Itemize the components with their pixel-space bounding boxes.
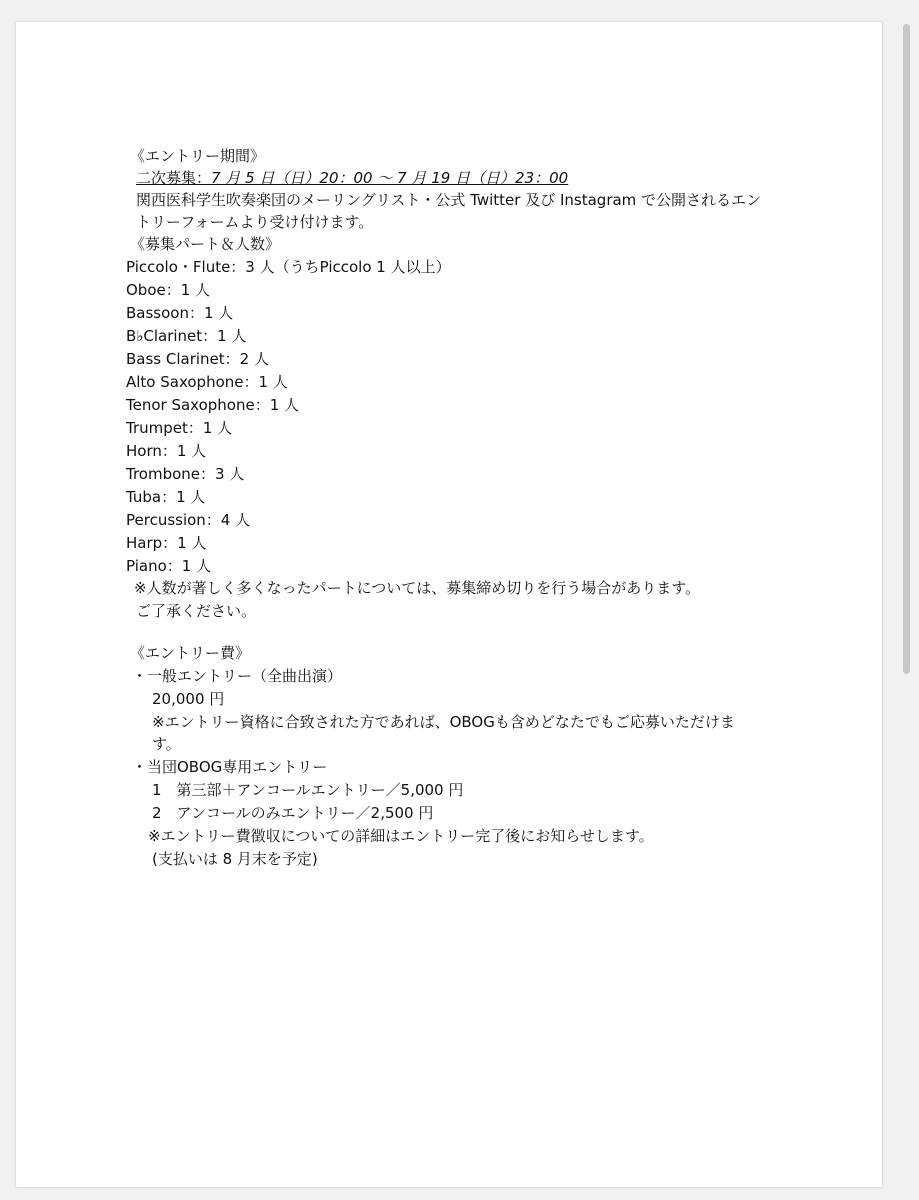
collection-note: ※エントリー費徴収についての詳細はエントリー完了後にお知らせします。 bbox=[148, 827, 654, 845]
entry-description-line1: 関西医科学生吹奏楽団のメーリングリスト・公式 Twitter 及び Instagram で公開されるエン bbox=[136, 191, 762, 209]
entry-fee-heading: 《エントリー費》 bbox=[130, 644, 251, 662]
part-item: Tuba：1 人 bbox=[126, 488, 206, 506]
entry-description-line2: トリーフォームより受け付けます。 bbox=[136, 213, 374, 231]
second-round-dates: 7 月 5 日（日）20：00 ～ 7 月 19 日（日）23：00 bbox=[211, 169, 569, 187]
vertical-scrollbar[interactable] bbox=[900, 20, 913, 1185]
part-item: Harp：1 人 bbox=[126, 534, 207, 552]
general-entry-amount: 20,000 円 bbox=[152, 690, 225, 708]
recruitment-note-line2: ご了承ください。 bbox=[136, 602, 257, 620]
scrollbar-thumb[interactable] bbox=[903, 24, 910, 674]
recruitment-heading: 《募集パート＆人数》 bbox=[130, 235, 281, 253]
obog-entry-title: ・当団OBOG専用エントリー bbox=[132, 758, 328, 776]
obog-option-2: 2 アンコールのみエントリー／2,500 円 bbox=[152, 804, 434, 822]
part-item: B♭Clarinet：1 人 bbox=[126, 327, 247, 345]
part-item: Trombone：3 人 bbox=[126, 465, 245, 483]
obog-option-1: 1 第三部＋アンコールエントリー／5,000 円 bbox=[152, 781, 464, 799]
part-item: Percussion：4 人 bbox=[126, 511, 251, 529]
general-entry-note-line1: ※エントリー資格に合致された方であれば、OBOGも含めどなたでもご応募いただけま bbox=[152, 713, 735, 731]
part-item: Horn：1 人 bbox=[126, 442, 207, 460]
part-item: Piano：1 人 bbox=[126, 557, 212, 575]
part-item: Trumpet：1 人 bbox=[126, 419, 233, 437]
second-round-line bbox=[136, 167, 568, 189]
general-entry-note-line2: す。 bbox=[152, 735, 181, 753]
general-entry-title: ・一般エントリー（全曲出演） bbox=[132, 667, 343, 685]
part-item: Bass Clarinet：2 人 bbox=[126, 350, 269, 368]
second-round-label: 二次募集： bbox=[136, 169, 212, 187]
part-item: Tenor Saxophone：1 人 bbox=[126, 396, 300, 414]
part-item: Oboe：1 人 bbox=[126, 281, 211, 299]
recruitment-note-line1: ※人数が著しく多くなったパートについては、募集締め切りを行う場合があります。 bbox=[134, 579, 701, 597]
part-item: Piccolo・Flute：3 人（うちPiccolo 1 人以上） bbox=[126, 258, 451, 276]
entry-period-heading: 《エントリー期間》 bbox=[130, 147, 266, 165]
payment-note: (支払いは 8 月末を予定) bbox=[152, 850, 318, 868]
document-page bbox=[16, 22, 882, 1187]
part-item: Bassoon：1 人 bbox=[126, 304, 234, 322]
part-item: Alto Saxophone：1 人 bbox=[126, 373, 288, 391]
